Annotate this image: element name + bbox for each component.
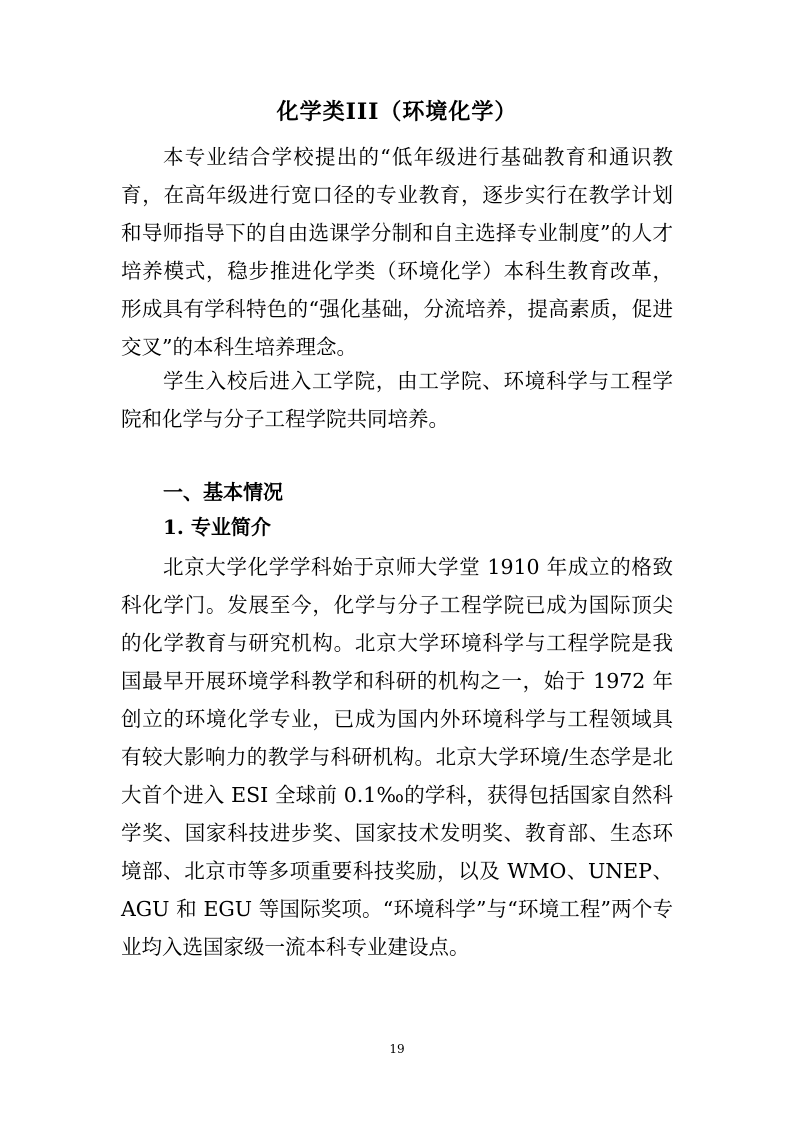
section-heading: 一、基本情况 — [163, 480, 283, 504]
intro-paragraph: 本专业结合学校提出的“低年级进行基础教育和通识教育，在高年级进行宽口径的专业教育，逐步实行在教学计划和导师指导下的自由选课学分制和自主选择专业制度”的人才培养模式，稳步推进化学类（环境化学）本科生教育改革，形成具有学科特色的“强化基础，分流培养，提高素质，促进交叉”的本科生培养理念。 — [121, 145, 673, 359]
page-number: 19 — [389, 1042, 405, 1056]
subsection-heading: 1. 专业简介 — [163, 515, 271, 539]
enrollment-paragraph: 学生入校后进入工学院，由工学院、环境科学与工程学院和化学与分子工程学院共同培养。 — [121, 369, 673, 431]
major-introduction-paragraph: 北京大学化学学科始于京师大学堂 1910 年成立的格致科化学门。发展至今，化学与分子工程学院已成为国际顶尖的化学教育与研究机构。北京大学环境科学与工程学院是我国最早开展环境学科教学和科研的机构之一，始于 1972 年创立的环境化学专业，已成为国内外环境科学与工程领域具有较大影响力的教学与科研机构。北京大学环境/生态学是北大首个进入 ESI 全球前 0.1‰的学科，获得包括国家自然科学奖、国家科技进步奖、国家技术发明奖、教育部、生态环境部、北京市等多项重要科技奖励，以及 WMO、UNEP、AGU 和 EGU 等国际奖项。“环境科学”与“环境工程”两个专业均入选国家级一流本科专业建设点。 — [121, 555, 673, 959]
document-title: 化学类III（环境化学） — [276, 99, 518, 125]
